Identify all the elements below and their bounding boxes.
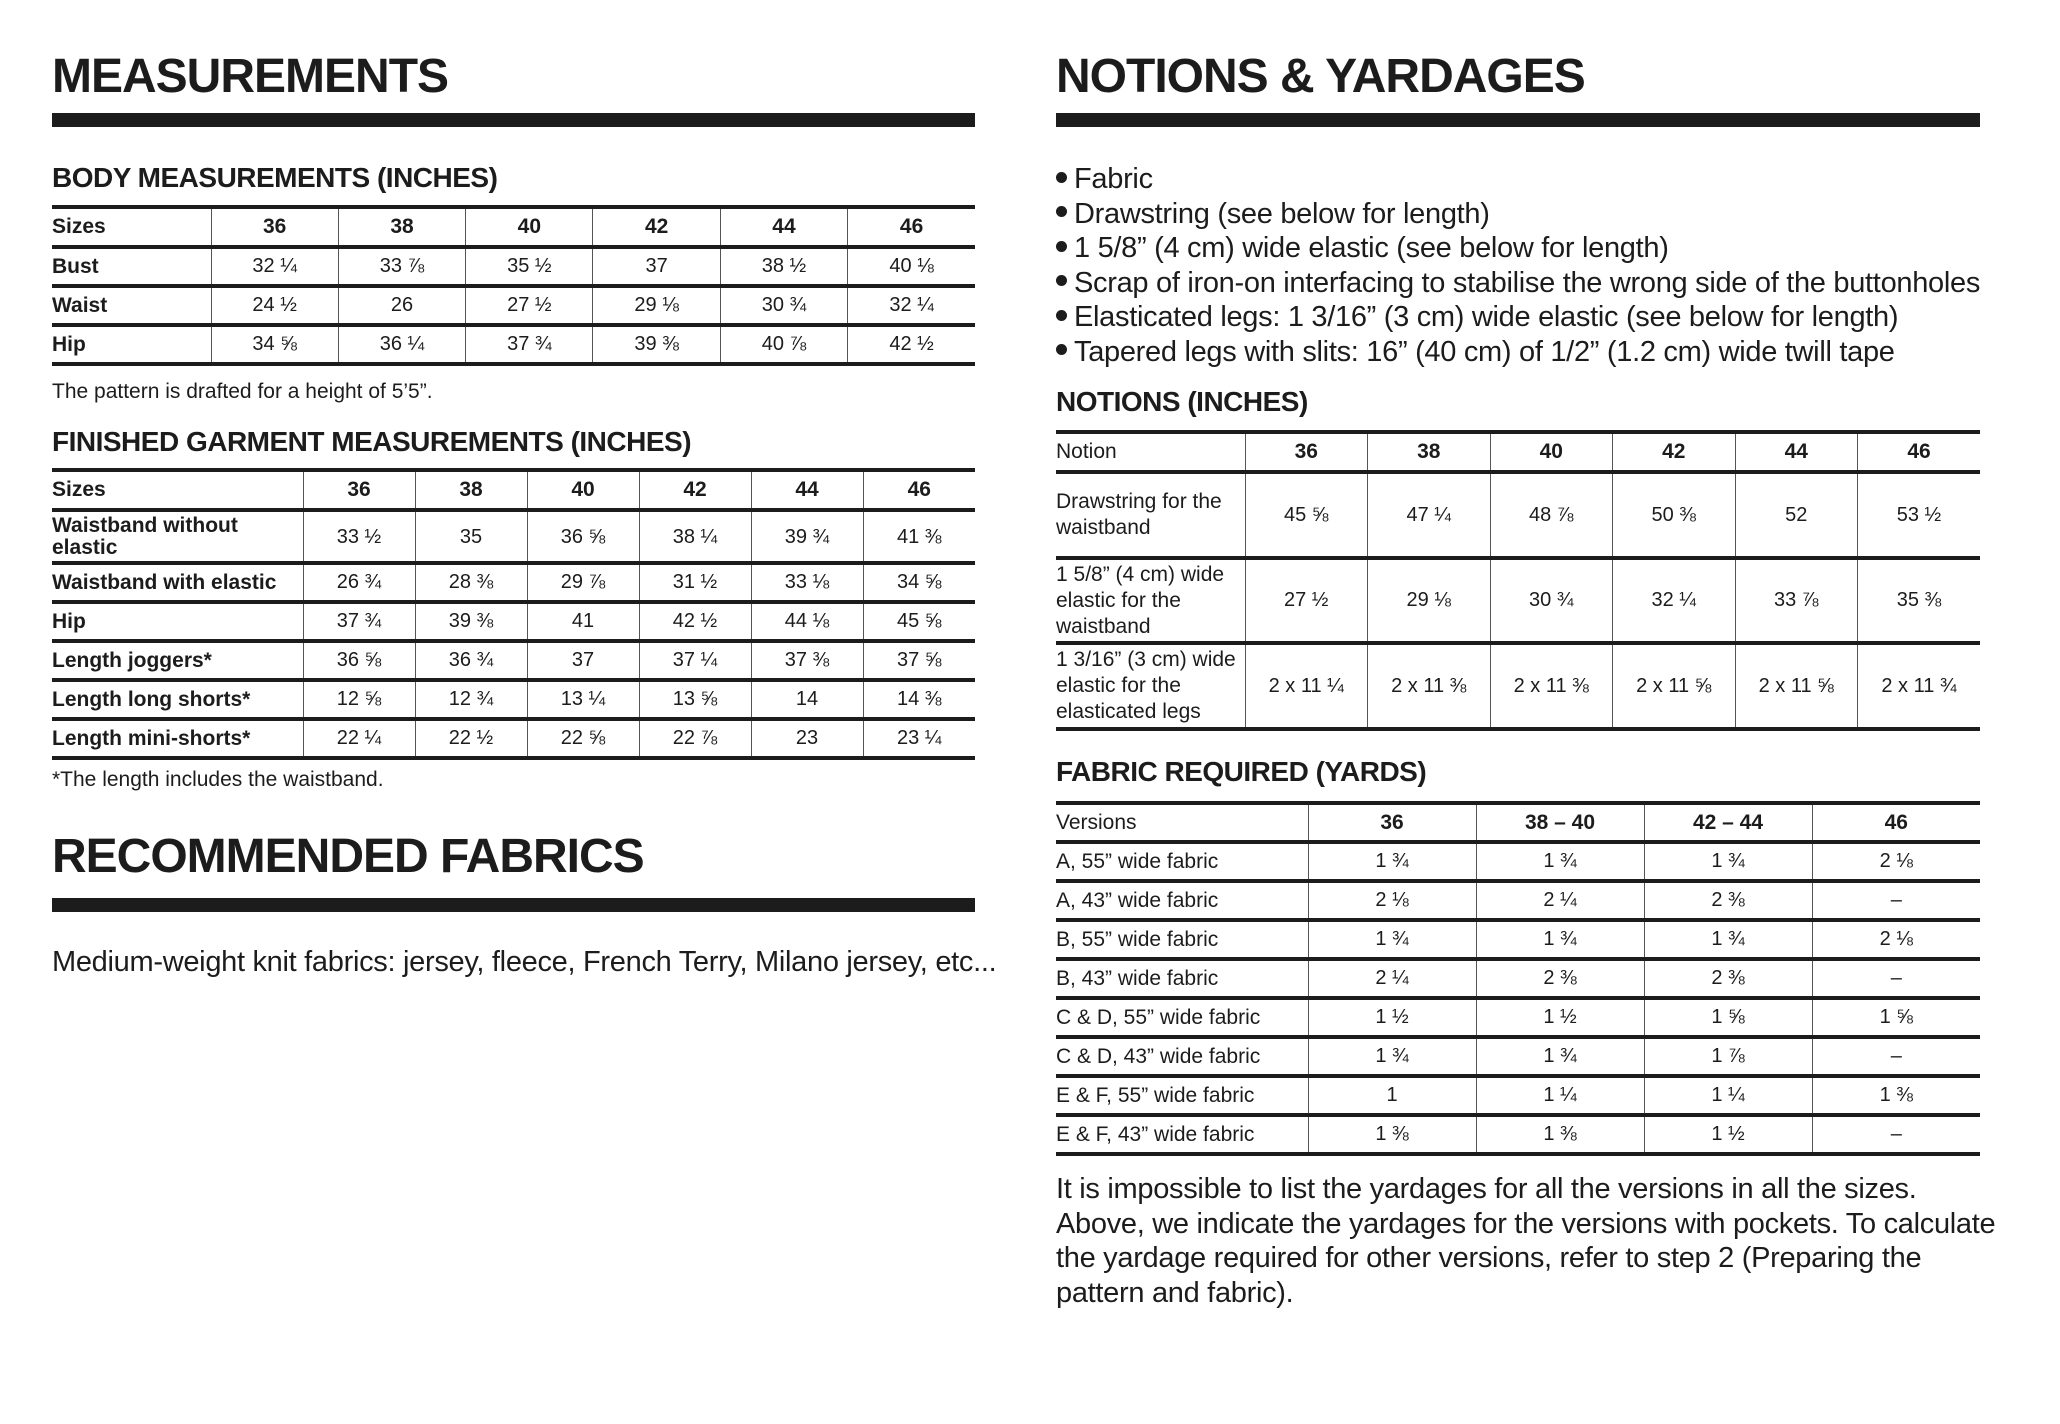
row-label: B, 55” wide fabric — [1056, 927, 1219, 951]
table-cell: 37 ¼ — [639, 641, 751, 680]
table-cell: 37 — [527, 641, 639, 680]
bullet-icon — [1056, 344, 1067, 355]
table-cell: 22 ⅞ — [639, 719, 751, 758]
table-cell: 2 ⅜ — [1644, 881, 1812, 920]
table-cell: 38 ½ — [720, 247, 847, 286]
row-label: 1 5/8” (4 cm) wide elastic for the waistband — [1056, 562, 1225, 638]
header-cell: 38 — [338, 207, 465, 247]
table-cell: 1 ¾ — [1476, 1037, 1644, 1076]
table-cell: 1 ¾ — [1644, 920, 1812, 959]
table-cell: 2 ¼ — [1308, 959, 1476, 998]
table-cell: 1 ⅜ — [1308, 1115, 1476, 1154]
table-cell: 48 ⅞ — [1490, 472, 1613, 558]
table-cell: 33 ⅞ — [1735, 558, 1858, 643]
table-cell: 2 x 11 ¾ — [1858, 643, 1981, 729]
table-cell: 1 ½ — [1644, 1115, 1812, 1154]
table-cell: 38 ¼ — [639, 510, 751, 563]
yardage-paragraph — [1056, 1172, 1995, 1310]
table-row — [1056, 842, 1980, 881]
table-header-row — [52, 207, 975, 247]
section-divider — [52, 113, 975, 127]
table-cell: 36 ¼ — [338, 325, 465, 364]
header-cell: Notion — [1056, 440, 1117, 463]
finished-garment-heading: FINISHED GARMENT MEASUREMENTS (INCHES) — [52, 426, 692, 457]
table-header-row — [1056, 432, 1980, 472]
list-item — [1056, 197, 1980, 232]
table-cell: 33 ½ — [303, 510, 415, 563]
table-cell: 14 ⅜ — [863, 680, 975, 719]
table-row — [1056, 1037, 1980, 1076]
table-cell: 37 — [593, 247, 720, 286]
table-cell: 1 ⅜ — [1476, 1115, 1644, 1154]
table-cell: 28 ⅜ — [415, 563, 527, 602]
table-row — [1056, 1076, 1980, 1115]
table-cell: 37 ¾ — [466, 325, 593, 364]
table-cell: 1 ⅞ — [1644, 1037, 1812, 1076]
notions-table — [1056, 430, 1980, 731]
fabric-required-heading: FABRIC REQUIRED (YARDS) — [1056, 756, 1427, 787]
table-cell: 1 ¾ — [1308, 842, 1476, 881]
table-cell: 1 ¾ — [1476, 842, 1644, 881]
table-cell: 41 ⅜ — [863, 510, 975, 563]
table-cell: 45 ⅝ — [863, 602, 975, 641]
table-cell: 2 ⅛ — [1812, 842, 1980, 881]
bullet-icon — [1056, 275, 1067, 286]
table-cell: 26 ¾ — [303, 563, 415, 602]
length-footnote: *The length includes the waistband. — [52, 768, 384, 791]
table-row — [1056, 1115, 1980, 1154]
table-cell: 12 ⅝ — [303, 680, 415, 719]
table-row — [52, 719, 975, 758]
table-cell: 35 — [415, 510, 527, 563]
bullet-icon — [1056, 241, 1067, 252]
row-label: C & D, 55” wide fabric — [1056, 1005, 1261, 1029]
table-header-row — [1056, 803, 1980, 842]
table-cell: 41 — [527, 602, 639, 641]
table-cell: 2 ¼ — [1476, 881, 1644, 920]
table-cell: 2 x 11 ⅜ — [1490, 643, 1613, 729]
header-cell: 36 — [211, 207, 338, 247]
table-cell: 45 ⅝ — [1245, 472, 1368, 558]
table-cell: 29 ⅛ — [593, 286, 720, 325]
bullet-icon — [1056, 310, 1067, 321]
table-cell: 1 ¼ — [1644, 1076, 1812, 1115]
table-cell: 32 ¼ — [1613, 558, 1736, 643]
list-item — [1056, 231, 1980, 266]
header-cell: 40 — [527, 470, 639, 510]
header-cell: 36 — [1245, 432, 1368, 472]
list-item — [1056, 162, 1980, 197]
table-cell: 44 ⅛ — [751, 602, 863, 641]
header-cell: 36 — [303, 470, 415, 510]
table-row — [1056, 920, 1980, 959]
row-label: Length long shorts* — [52, 687, 251, 711]
table-cell: 2 ⅜ — [1476, 959, 1644, 998]
row-label: A, 55” wide fabric — [1056, 849, 1219, 873]
table-row — [52, 563, 975, 602]
recommended-fabrics-title: RECOMMENDED FABRICS — [52, 830, 644, 883]
row-label: Length joggers* — [52, 648, 212, 672]
paragraph-line: Above, we indicate the yardages for the versions with pockets. To calculate — [1056, 1207, 1996, 1240]
table-row — [52, 641, 975, 680]
table-row — [52, 680, 975, 719]
table-cell: 14 — [751, 680, 863, 719]
table-cell: – — [1812, 1115, 1980, 1154]
row-label: 1 3/16” (3 cm) wide elastic for the elasticated legs — [1056, 648, 1236, 723]
bullet-icon — [1056, 172, 1067, 183]
table-cell: 34 ⅝ — [863, 563, 975, 602]
table-cell: 39 ⅜ — [593, 325, 720, 364]
table-cell: 1 ¾ — [1308, 1037, 1476, 1076]
table-cell: 1 — [1308, 1076, 1476, 1115]
header-cell: 42 – 44 — [1644, 803, 1812, 842]
list-item-text: 1 5/8” (4 cm) wide elastic (see below for length) — [1074, 232, 1669, 264]
table-header-row — [52, 470, 975, 510]
row-label: Bust — [52, 254, 99, 278]
table-row — [1056, 998, 1980, 1037]
table-cell: 22 ½ — [415, 719, 527, 758]
header-cell: 44 — [1735, 432, 1858, 472]
header-cell: Versions — [1056, 810, 1137, 834]
row-label: Waistband with elastic — [52, 570, 277, 594]
list-item — [1056, 300, 1980, 335]
table-cell: 32 ¼ — [211, 247, 338, 286]
notions-list — [1056, 162, 1980, 369]
table-cell: 1 ¾ — [1476, 920, 1644, 959]
table-cell: 30 ¾ — [720, 286, 847, 325]
table-cell: 50 ⅜ — [1613, 472, 1736, 558]
table-cell: 39 ⅜ — [415, 602, 527, 641]
row-label: Hip — [52, 332, 86, 356]
table-cell: 42 ½ — [848, 325, 975, 364]
table-cell: 32 ¼ — [848, 286, 975, 325]
row-label: Hip — [52, 609, 86, 633]
table-cell: 36 ¾ — [415, 641, 527, 680]
header-cell: 40 — [1490, 432, 1613, 472]
body-measurements-heading: BODY MEASUREMENTS (INCHES) — [52, 162, 498, 193]
table-cell: 40 ⅛ — [848, 247, 975, 286]
row-label: E & F, 55” wide fabric — [1056, 1083, 1255, 1107]
list-item — [1056, 266, 1980, 301]
paragraph-line: pattern and fabric). — [1056, 1276, 1294, 1309]
table-cell: 37 ¾ — [303, 602, 415, 641]
table-cell: – — [1812, 1037, 1980, 1076]
table-cell: 2 x 11 ¼ — [1245, 643, 1368, 729]
table-row — [1056, 558, 1980, 643]
paragraph-line: the yardage required for other versions, refer to step 2 (Preparing the — [1056, 1242, 1922, 1274]
table-row — [52, 247, 975, 286]
table-row — [1056, 472, 1980, 558]
finished-garment-table — [52, 468, 975, 760]
notions-yardages-title: NOTIONS & YARDAGES — [1056, 50, 1585, 103]
row-label: Waist — [52, 293, 108, 317]
header-cell: Sizes — [52, 478, 106, 501]
table-cell: 1 ¼ — [1476, 1076, 1644, 1115]
table-cell: 39 ¾ — [751, 510, 863, 563]
table-cell: 33 ⅛ — [751, 563, 863, 602]
header-cell: 42 — [593, 207, 720, 247]
row-label: A, 43” wide fabric — [1056, 888, 1219, 912]
header-cell: 42 — [1613, 432, 1736, 472]
table-cell: 27 ½ — [466, 286, 593, 325]
header-cell: 46 — [1812, 803, 1980, 842]
table-cell: 35 ⅜ — [1858, 558, 1981, 643]
table-cell: 12 ¾ — [415, 680, 527, 719]
body-measurements-table — [52, 205, 975, 366]
section-divider — [1056, 113, 1980, 127]
table-cell: – — [1812, 959, 1980, 998]
table-row — [52, 602, 975, 641]
header-cell: 44 — [720, 207, 847, 247]
table-cell: 23 ¼ — [863, 719, 975, 758]
list-item-text: Drawstring (see below for length) — [1074, 197, 1490, 230]
table-row — [1056, 643, 1980, 729]
height-note: The pattern is drafted for a height of 5’5”. — [52, 380, 433, 403]
table-cell: 1 ¾ — [1308, 920, 1476, 959]
table-cell: 37 ⅜ — [751, 641, 863, 680]
header-cell: 38 – 40 — [1476, 803, 1644, 842]
notions-heading: NOTIONS (INCHES) — [1056, 386, 1308, 417]
header-cell: 38 — [1368, 432, 1491, 472]
table-row — [52, 510, 975, 563]
row-label: E & F, 43” wide fabric — [1056, 1122, 1255, 1146]
list-item-text: Fabric — [1074, 163, 1153, 195]
table-cell: – — [1812, 881, 1980, 920]
paragraph-line: It is impossible to list the yardages for all the versions in all the sizes. — [1056, 1173, 1917, 1205]
row-label: Waistband without elastic — [52, 513, 238, 559]
table-cell: 1 ½ — [1308, 998, 1476, 1037]
recommended-fabrics-text: Medium-weight knit fabrics: jersey, fleece, French Terry, Milano jersey, etc... — [52, 946, 997, 978]
row-label: B, 43” wide fabric — [1056, 966, 1219, 990]
header-cell: 42 — [639, 470, 751, 510]
header-cell: 36 — [1308, 803, 1476, 842]
table-row — [52, 325, 975, 364]
header-cell: 40 — [466, 207, 593, 247]
table-cell: 1 ⅝ — [1812, 998, 1980, 1037]
measurements-title: MEASUREMENTS — [52, 50, 449, 103]
table-cell: 47 ¼ — [1368, 472, 1491, 558]
table-cell: 2 x 11 ⅝ — [1735, 643, 1858, 729]
table-cell: 33 ⅞ — [338, 247, 465, 286]
table-cell: 2 x 11 ⅝ — [1613, 643, 1736, 729]
section-divider — [52, 898, 975, 912]
table-row — [52, 286, 975, 325]
table-cell: 22 ¼ — [303, 719, 415, 758]
table-cell: 30 ¾ — [1490, 558, 1613, 643]
table-cell: 37 ⅝ — [863, 641, 975, 680]
table-cell: 40 ⅞ — [720, 325, 847, 364]
header-cell: 44 — [751, 470, 863, 510]
header-cell: 46 — [863, 470, 975, 510]
fabric-required-table — [1056, 801, 1980, 1156]
row-label: Drawstring for the waistband — [1056, 490, 1222, 539]
table-cell: 35 ½ — [466, 247, 593, 286]
table-cell: 26 — [338, 286, 465, 325]
list-item-text: Elasticated legs: 1 3/16” (3 cm) wide elastic (see below for length) — [1074, 301, 1899, 333]
list-item-text: Tapered legs with slits: 16” (40 cm) of 1/2” (1.2 cm) wide twill tape — [1074, 335, 1895, 368]
table-cell: 23 — [751, 719, 863, 758]
header-cell: 46 — [848, 207, 975, 247]
table-cell: 1 ½ — [1476, 998, 1644, 1037]
list-item-text: Scrap of iron-on interfacing to stabilise the wrong side of the buttonholes — [1074, 266, 1981, 299]
table-cell: 27 ½ — [1245, 558, 1368, 643]
bullet-icon — [1056, 206, 1067, 217]
table-cell: 13 ¼ — [527, 680, 639, 719]
table-cell: 24 ½ — [211, 286, 338, 325]
table-cell: 29 ⅞ — [527, 563, 639, 602]
table-cell: 36 ⅝ — [527, 510, 639, 563]
table-cell: 34 ⅝ — [211, 325, 338, 364]
table-cell: 31 ½ — [639, 563, 751, 602]
table-row — [1056, 881, 1980, 920]
list-item — [1056, 335, 1980, 370]
table-cell: 1 ¾ — [1644, 842, 1812, 881]
header-cell: 38 — [415, 470, 527, 510]
table-cell: 13 ⅝ — [639, 680, 751, 719]
table-cell: 29 ⅛ — [1368, 558, 1491, 643]
row-label: Length mini-shorts* — [52, 726, 251, 750]
table-cell: 2 ⅜ — [1644, 959, 1812, 998]
header-cell: 46 — [1858, 432, 1981, 472]
table-cell: 52 — [1735, 472, 1858, 558]
row-label: C & D, 43” wide fabric — [1056, 1044, 1261, 1068]
table-row — [1056, 959, 1980, 998]
table-cell: 2 ⅛ — [1308, 881, 1476, 920]
table-cell: 53 ½ — [1858, 472, 1981, 558]
table-cell: 1 ⅝ — [1644, 998, 1812, 1037]
table-cell: 2 ⅛ — [1812, 920, 1980, 959]
table-cell: 2 x 11 ⅜ — [1368, 643, 1491, 729]
table-cell: 22 ⅝ — [527, 719, 639, 758]
table-cell: 1 ⅜ — [1812, 1076, 1980, 1115]
table-cell: 42 ½ — [639, 602, 751, 641]
table-cell: 36 ⅝ — [303, 641, 415, 680]
header-cell: Sizes — [52, 215, 106, 238]
